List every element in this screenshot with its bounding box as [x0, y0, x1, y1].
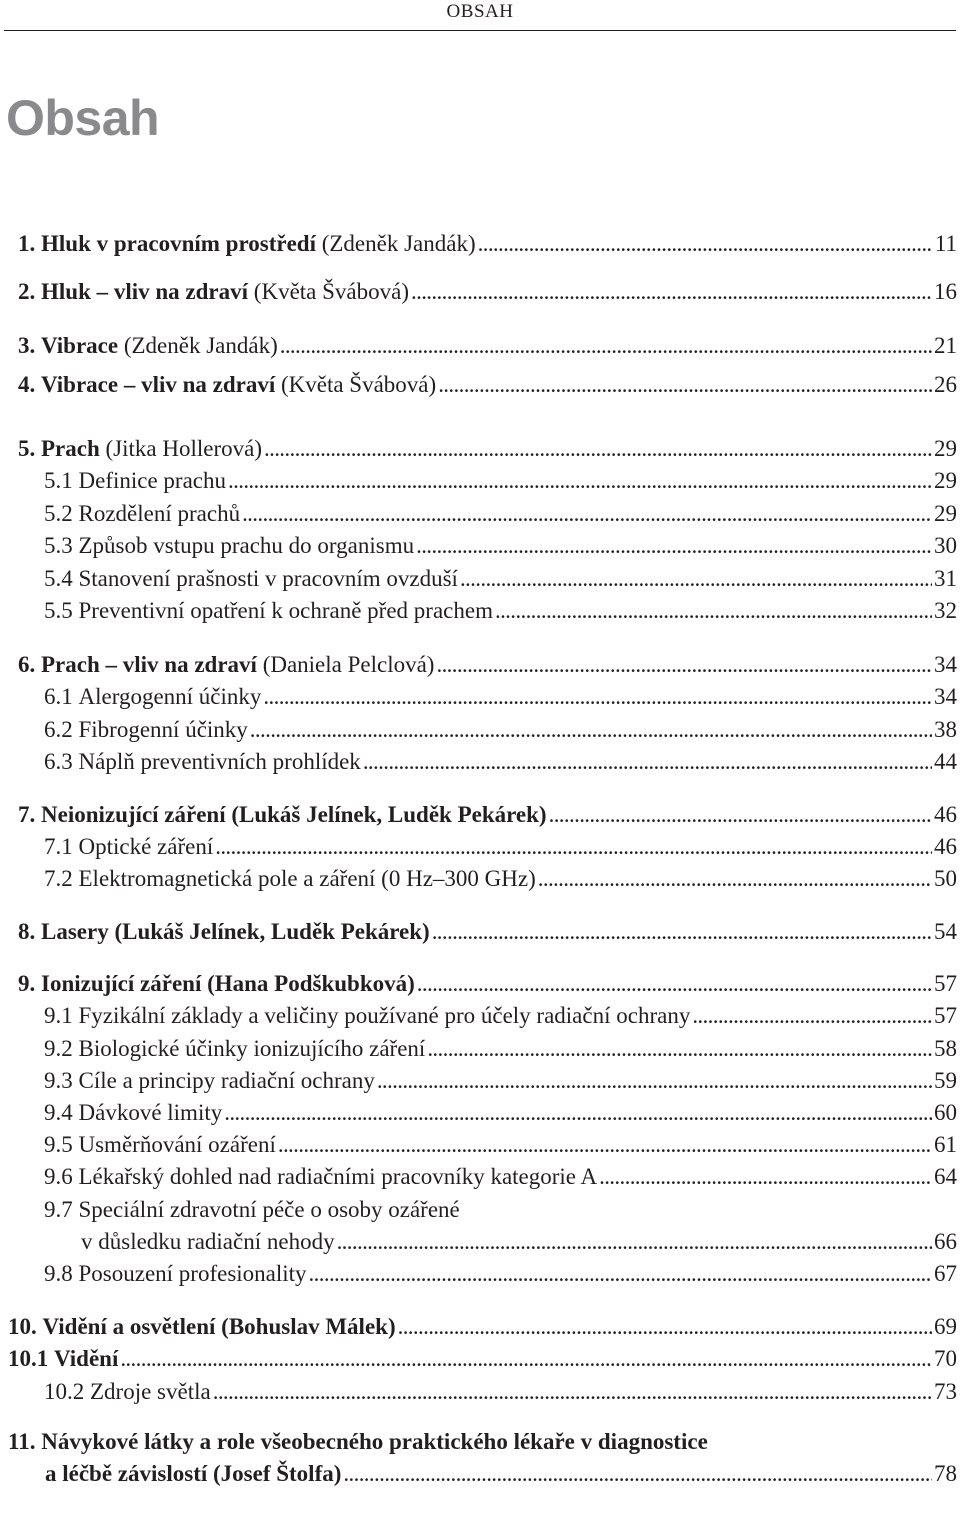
entry-title: v důsledku radiační nehody [81, 1229, 335, 1254]
page-number: 46 [934, 802, 957, 827]
page-number: 26 [934, 372, 957, 397]
dot-leader [398, 1311, 932, 1343]
entry-title-line1: Návykové látky a role všeobecného praktického lékaře v diagnostice [41, 1429, 708, 1454]
page-number: 32 [934, 598, 957, 623]
entry-number: 9.7 [44, 1197, 79, 1222]
page-number: 57 [934, 1003, 957, 1028]
entry-number: 9.3 [44, 1068, 79, 1093]
dot-leader [309, 1258, 932, 1290]
entry-title: Neionizující záření (Lukáš Jelínek, Luděk Pekárek) [41, 802, 547, 827]
page-number: 50 [934, 866, 957, 891]
entry-number: 9.4 [44, 1100, 79, 1125]
dot-leader [478, 228, 933, 260]
page-number: 31 [934, 566, 957, 591]
entry-number: 10.1 [8, 1346, 54, 1371]
dot-leader [538, 863, 932, 895]
page-number: 64 [934, 1164, 957, 1189]
entry-author: (Zdeněk Jandák) [315, 231, 476, 256]
entry-title: Fyzikální základy a veličiny používané pro účely radiační ochrany [78, 1003, 691, 1028]
dot-leader [242, 498, 932, 530]
entry-title: Prach [41, 436, 100, 461]
page-number: 66 [934, 1229, 957, 1254]
entry-title: Prach – vliv na zdraví [41, 652, 257, 677]
toc-entry[interactable] [0, 1097, 960, 1129]
page-number: 29 [934, 501, 957, 526]
page-number: 78 [934, 1461, 957, 1486]
entry-title: Způsob vstupu prachu do organismu [78, 533, 415, 558]
entry-author: (Daniela Pelclová) [256, 652, 435, 677]
toc-entry[interactable] [0, 746, 960, 778]
entry-number: 10.2 [44, 1379, 90, 1404]
entry-author: (Květa Švábová) [275, 372, 437, 397]
entry-number: 9.5 [44, 1132, 79, 1157]
toc-entry[interactable] [0, 863, 960, 895]
dot-leader [224, 1097, 932, 1129]
toc-entry[interactable] [0, 498, 960, 530]
toc-entry[interactable] [0, 1429, 960, 1490]
page-number: 73 [934, 1379, 957, 1404]
entry-title: Lékařský dohled nad radiačními pracovníky kategorie A [78, 1164, 598, 1189]
toc-entry[interactable] [0, 714, 960, 746]
dot-leader [263, 681, 932, 713]
dot-leader [120, 1343, 932, 1375]
dot-leader [411, 276, 932, 308]
entry-title: Alergogenní účinky [78, 684, 262, 709]
entry-title: Rozdělení prachů [78, 501, 241, 526]
dot-leader [215, 831, 932, 863]
entry-title: Optické záření [78, 834, 214, 859]
page-number: 58 [934, 1036, 957, 1061]
dot-leader [460, 563, 932, 595]
entry-title: Hluk v pracovním prostředí [41, 231, 316, 256]
dot-leader [416, 530, 932, 562]
entry-title: Biologické účinky ionizujícího záření [78, 1036, 426, 1061]
entry-number: 5.5 [44, 598, 79, 623]
dot-leader [377, 1065, 932, 1097]
dot-leader [278, 1129, 932, 1161]
toc-entry[interactable] [0, 1376, 960, 1408]
toc-entry[interactable] [0, 228, 960, 260]
entry-number: 5.4 [44, 566, 79, 591]
entry-title: Stanovení prašnosti v pracovním ovzduší [78, 566, 458, 591]
page-title: Obsah [6, 90, 160, 146]
page-number: 54 [934, 919, 957, 944]
entry-number: 9.8 [44, 1261, 79, 1286]
entry-number: 8. [18, 919, 41, 944]
page-number: 61 [934, 1132, 957, 1157]
page-number: 11 [934, 231, 957, 256]
entry-number: 9. [18, 971, 41, 996]
entry-title: a léčbě závislostí (Josef Štolfa) [45, 1461, 342, 1486]
toc-entry[interactable] [0, 968, 960, 1000]
toc-entry[interactable] [0, 563, 960, 595]
dot-leader [228, 465, 932, 497]
dot-leader [436, 649, 932, 681]
entry-number: 9.1 [44, 1003, 79, 1028]
entry-title-line1: Speciální zdravotní péče o osoby ozářené [78, 1197, 460, 1222]
dot-leader [280, 330, 932, 362]
dot-leader [213, 1376, 932, 1408]
page-number: 29 [934, 468, 957, 493]
toc-entry[interactable] [0, 681, 960, 713]
page-number: 57 [934, 971, 957, 996]
dot-leader [337, 1226, 932, 1258]
entry-title: Posouzení profesionality [78, 1261, 307, 1286]
entry-title: Elektromagnetická pole a záření (0 Hz–300 GHz) [78, 866, 536, 891]
page-number: 44 [934, 749, 957, 774]
entry-number: 5.2 [44, 501, 79, 526]
toc-entry[interactable] [0, 1343, 960, 1375]
entry-number: 9.2 [44, 1036, 79, 1061]
entry-title: Lasery (Lukáš Jelínek, Luděk Pekárek) [41, 919, 430, 944]
entry-number: 11. [8, 1429, 42, 1454]
entry-number: 3. [18, 333, 41, 358]
entry-title: Náplň preventivních prohlídek [78, 749, 361, 774]
dot-leader [343, 1458, 932, 1490]
toc-entry[interactable] [0, 369, 960, 401]
toc-entry[interactable] [0, 1161, 960, 1193]
page-number: 69 [934, 1314, 957, 1339]
dot-leader [264, 433, 932, 465]
entry-number: 9.6 [44, 1164, 79, 1189]
entry-number: 7.1 [44, 834, 79, 859]
toc-entry[interactable] [0, 595, 960, 627]
entry-number: 5.1 [44, 468, 79, 493]
toc-entry[interactable] [0, 1258, 960, 1290]
page-number: 46 [934, 834, 957, 859]
toc-entry[interactable] [0, 530, 960, 562]
entry-author: (Zdeněk Jandák) [118, 333, 278, 358]
dot-leader [599, 1161, 932, 1193]
dot-leader [363, 746, 932, 778]
toc-entry[interactable] [0, 1000, 960, 1032]
page-number: 16 [934, 279, 957, 304]
entry-number: 6.2 [44, 717, 79, 742]
entry-title: Dávkové limity [78, 1100, 223, 1125]
entry-number: 5. [18, 436, 41, 461]
entry-author: (Jitka Hollerová) [99, 436, 262, 461]
entry-title: Ionizující záření (Hana Podškubková) [41, 971, 415, 996]
header-rule [4, 30, 956, 31]
entry-title: Vibrace [41, 333, 119, 358]
page-number: 59 [934, 1068, 957, 1093]
entry-number: 6. [18, 652, 41, 677]
entry-title: Vibrace – vliv na zdraví [41, 372, 276, 397]
toc-entry[interactable] [0, 1033, 960, 1065]
entry-number: 5.3 [44, 533, 79, 558]
toc-entry[interactable] [0, 649, 960, 681]
entry-title: Zdroje světla [90, 1379, 211, 1404]
entry-number: 10. [8, 1314, 43, 1339]
dot-leader [417, 968, 932, 1000]
entry-title: Vidění [54, 1346, 119, 1371]
page-number: 67 [934, 1261, 957, 1286]
dot-leader [432, 916, 932, 948]
entry-title: Usměrňování ozáření [78, 1132, 276, 1157]
toc-entry[interactable] [0, 1311, 960, 1343]
entry-number: 6.3 [44, 749, 79, 774]
entry-number: 2. [18, 279, 41, 304]
page-number: 21 [934, 333, 957, 358]
dot-leader [495, 595, 932, 627]
page-number: 38 [934, 717, 957, 742]
dot-leader [438, 369, 932, 401]
entry-author: (Květa Švábová) [248, 279, 409, 304]
page-number: 34 [934, 652, 957, 677]
page-number: 70 [934, 1346, 957, 1371]
page-number: 60 [934, 1100, 957, 1125]
entry-title: Vidění a osvětlení (Bohuslav Málek) [42, 1314, 396, 1339]
toc-entry[interactable] [0, 1129, 960, 1161]
toc-entry[interactable] [0, 465, 960, 497]
entry-number: 7.2 [44, 866, 79, 891]
entry-title: Hluk – vliv na zdraví [41, 279, 249, 304]
entry-number: 6.1 [44, 684, 79, 709]
entry-number: 7. [18, 802, 41, 827]
entry-title: Fibrogenní účinky [78, 717, 248, 742]
dot-leader [549, 799, 932, 831]
toc-entry[interactable] [0, 916, 960, 948]
page-number: 34 [934, 684, 957, 709]
toc-entry[interactable] [0, 1065, 960, 1097]
toc-entry[interactable] [0, 276, 960, 308]
toc-entry[interactable] [0, 1197, 960, 1258]
toc-entry[interactable] [0, 799, 960, 831]
toc-entry[interactable] [0, 330, 960, 362]
entry-number: 1. [18, 231, 41, 256]
dot-leader [250, 714, 932, 746]
page-number: 29 [934, 436, 957, 461]
entry-title: Definice prachu [78, 468, 227, 493]
toc-entry[interactable] [0, 831, 960, 863]
entry-number: 4. [18, 372, 41, 397]
entry-title: Preventivní opatření k ochraně před prachem [78, 598, 493, 623]
dot-leader [427, 1033, 932, 1065]
dot-leader [692, 1000, 932, 1032]
page-number: 30 [934, 533, 957, 558]
entry-title: Cíle a principy radiační ochrany [78, 1068, 375, 1093]
running-head: OBSAH [446, 1, 514, 22]
toc-entry[interactable] [0, 433, 960, 465]
